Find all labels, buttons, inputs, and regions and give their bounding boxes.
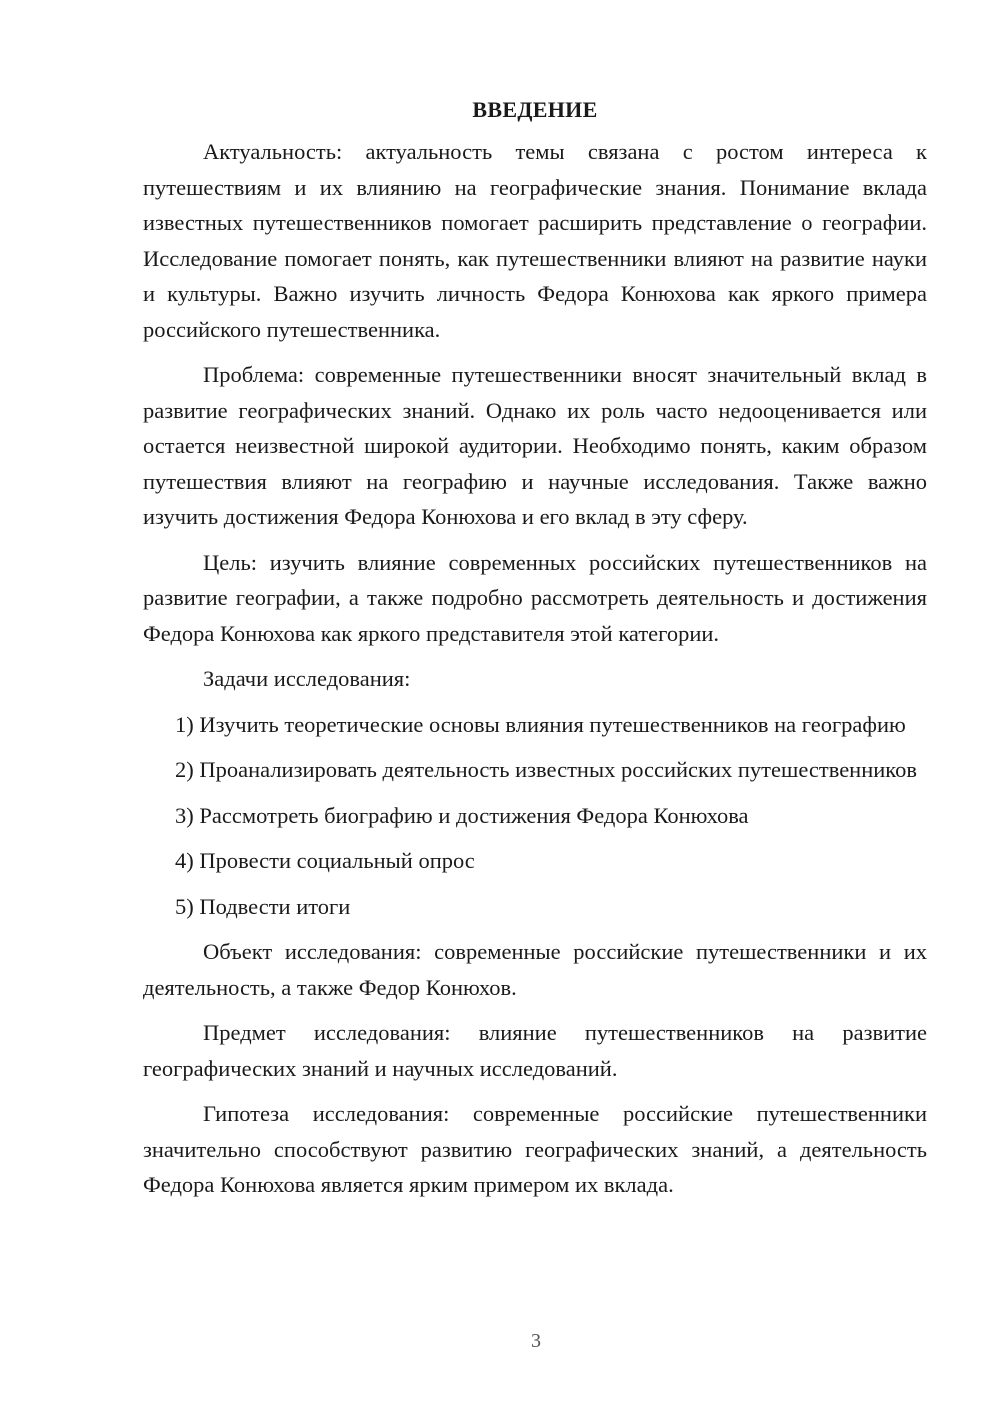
relevance-paragraph: Актуальность: актуальность темы связана с ростом интереса к путешествиям и их влиянию на географические знания. Понимание вклада известных путешественников помогает расширить представление о географии. Исследование помогает понять, как путешественники влияют на развитие науки и культуры. Важно изучить личность Федора Конюхова как яркого примера российского путешественника. bbox=[143, 139, 927, 342]
task-item-4: 4) Провести социальный опрос bbox=[175, 848, 475, 873]
tasks-heading: Задачи исследования: bbox=[203, 666, 411, 691]
task-item-1: 1) Изучить теоретические основы влияния путешественников на географию bbox=[175, 711, 906, 737]
page-number: 3 bbox=[531, 1330, 541, 1352]
goal-paragraph: Цель: изучить влияние современных российских путешественников на развитие географии, а также подробно рассмотреть деятельность и достижения Федора Конюхова как яркого представителя этой категории. bbox=[143, 549, 927, 646]
task-item-2: 2) Проанализировать деятельность известных российских путешественников bbox=[175, 757, 917, 782]
problem-paragraph: Проблема: современные путешественники вносят значительный вклад в развитие географических знаний. Однако их роль часто недооценивается или остается неизвестной широкой аудитории. Необходимо понять, каким образом путешествия влияют на географию и научные исследования. Также важно изучить достижения Федора Конюхова и его вклад в эту сферу. bbox=[143, 362, 927, 529]
task-item-5: 5) Подвести итоги bbox=[175, 893, 351, 919]
section-title: ВВЕДЕНИЕ bbox=[472, 97, 598, 122]
task-item-3: 3) Рассмотреть биографию и достижения Федора Конюхова bbox=[175, 802, 749, 828]
subject-paragraph: Предмет исследования: влияние путешественников на развитие географических знаний и научных исследований. bbox=[143, 1020, 927, 1081]
hypothesis-paragraph: Гипотеза исследования: современные российские путешественники значительно способствуют развитию географических знаний, а деятельность Федора Конюхова является ярким примером их вклада. bbox=[143, 1101, 927, 1197]
object-paragraph: Объект исследования: современные российские путешественники и их деятельность, а также Федор Конюхов. bbox=[143, 939, 927, 1000]
page-content bbox=[143, 92, 927, 1213]
